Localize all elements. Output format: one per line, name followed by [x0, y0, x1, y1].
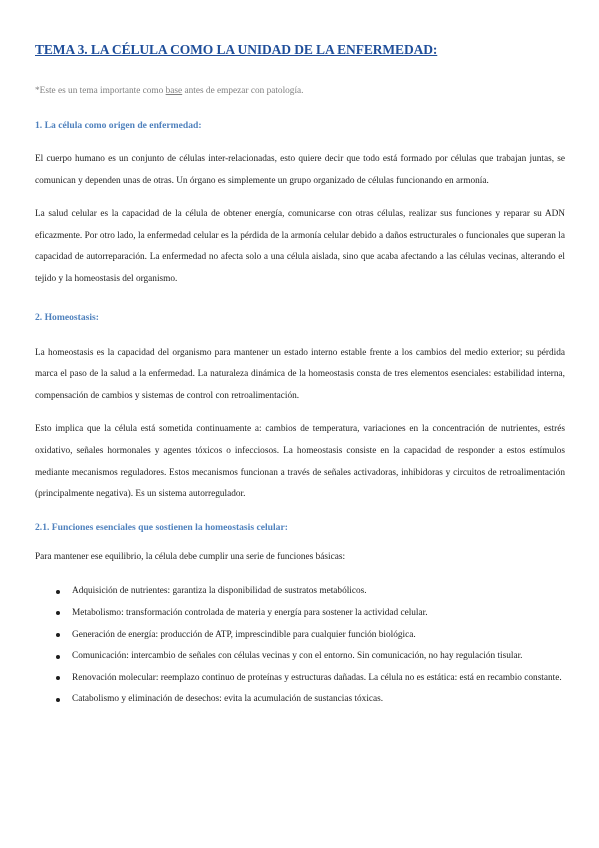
section-heading-2: 2. Homeostasis:	[35, 311, 99, 323]
list-item-text: Metabolismo: transformación controlada de materia y energía para sostener la actividad celular.	[72, 607, 428, 618]
bullet-icon	[56, 611, 60, 615]
paragraph-3: La homeostasis es la capacidad del organismo para mantener un estado interno estable frente a los cambios del medio exterior; su pérdida marca el paso de la salud a la enfermedad. La naturaleza dinámica de la homeostasis consta de tres elementos esenciales: estabilidad interna, compensación de cambios y sistemas de control con retroalimentación.	[35, 347, 565, 401]
paragraph-5: Para mantener ese equilibrio, la célula debe cumplir una serie de funciones básicas:	[35, 551, 346, 562]
list-item	[35, 646, 565, 668]
list-item	[35, 625, 565, 647]
paragraph-1: El cuerpo humano es un conjunto de células inter-relacionadas, esto quiere decir que todo está formado por células que trabajan juntas, se comunican y dependen unas de otras. Un órgano es simplemente un grupo organizado de células funcionando en armonía.	[35, 154, 565, 186]
list-item-text: Generación de energía: producción de ATP, imprescindible para cualquier función biológica.	[72, 629, 416, 640]
paragraph-4: Esto implica que la célula está sometida continuamente a: cambios de temperatura, variaciones en la concentración de nutrientes, estrés oxidativo, señales hormonales y agentes tóxicos o infecciosos. La homeostasis consiste en la capacidad de responder a estos estímulos mediante mecanismos reguladores. Estos mecanismos funcionan a través de señales activadoras, inhibidoras y circuitos de retroalimentación (principalmente negativa). Es un sistema autorregulador.	[35, 424, 565, 500]
functions-list	[35, 581, 565, 711]
note-underlined-word: base	[165, 86, 183, 96]
note-prefix: *Este es un tema importante como	[35, 86, 166, 96]
bullet-icon	[56, 633, 60, 637]
intro-note	[35, 86, 565, 96]
bullet-icon	[56, 590, 60, 594]
section-heading-1: 1. La célula como origen de enfermedad:	[35, 120, 202, 131]
list-item-text: Comunicación: intercambio de señales con células vecinas y con el entorno. Sin comunicación, no hay regulación tisular.	[72, 651, 523, 662]
section-heading-2-1: 2.1. Funciones esenciales que sostienen la homeostasis celular:	[35, 521, 288, 533]
bullet-icon	[56, 676, 60, 680]
list-item-text: Renovación molecular: reemplazo continuo de proteínas y estructuras dañadas. La célula no es estática: está en recambio constante.	[72, 672, 562, 683]
note-suffix: antes de empezar con patología.	[182, 86, 304, 96]
list-item-text: Adquisición de nutrientes: garantiza la disponibilidad de sustratos metabólicos.	[72, 586, 367, 597]
list-item-text: Catabolismo y eliminación de desechos: evita la acumulación de sustancias tóxicas.	[72, 694, 384, 705]
bullet-icon	[56, 655, 60, 659]
bullet-icon	[56, 698, 60, 702]
list-item	[35, 603, 565, 625]
list-item	[35, 581, 565, 603]
list-item	[35, 689, 565, 711]
paragraph-2: La salud celular es la capacidad de la célula de obtener energía, comunicarse con otras células, realizar sus funciones y reparar su ADN eficazmente. Por otro lado, la enfermedad celular es la pérdida de la armonía celular debido a daños estructurales o funcionales que superan la capacidad de autorreparación. La enfermedad no afecta solo a una célula aislada, sino que acaba afectando a las células vecinas, alterando el tejido y la homeostasis del organismo.	[35, 209, 565, 284]
page-title: TEMA 3. LA CÉLULA COMO LA UNIDAD DE LA ENFERMEDAD:	[35, 42, 438, 57]
list-item	[35, 668, 565, 690]
